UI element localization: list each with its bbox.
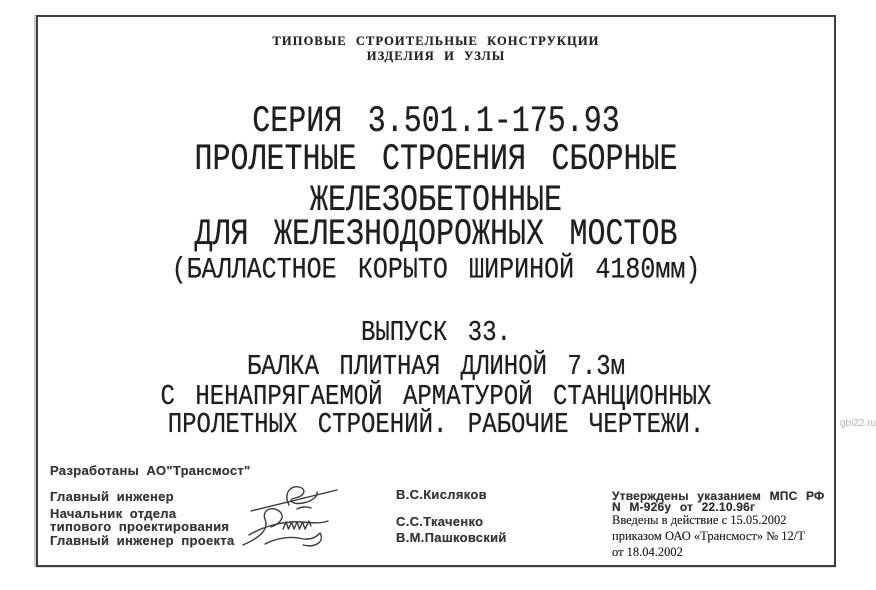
page-border-frame: [36, 15, 836, 567]
handwritten-signatures: [231, 465, 361, 550]
issue-line: С НЕНАПРЯГАЕМОЙ АРМАТУРОЙ СТАНЦИОННЫХ: [160, 381, 712, 414]
issue-line: ПРОЛЕТНЫХ СТРОЕНИЙ. РАБОЧИЕ ЧЕРТЕЖИ.: [167, 409, 705, 442]
role-label-chief-engineer: Главный инженер: [50, 489, 174, 504]
series-number: СЕРИЯ 3.501.1-175.93: [252, 100, 620, 144]
approval-line: Введены в действие с 15.05.2002: [612, 513, 787, 527]
title-line: ЖЕЛЕЗОБЕТОННЫЕ: [309, 179, 563, 223]
approval-line: приказом ОАО «Трансмост» № 12/Т: [612, 529, 805, 543]
approval-line: N М-926у от 22.10.96г: [612, 499, 756, 514]
title-subtitle: (БАЛЛАСТНОЕ КОРЫТО ШИРИНОЙ 4180мм): [171, 252, 701, 287]
role-label-department-head: Начальник отдела: [50, 506, 177, 521]
role-label-department-head-cont: типового проектирования: [50, 519, 230, 534]
signatory-name: В.С.Кисляков: [396, 487, 487, 502]
developed-by-note: Разработаны АО"Трансмост": [50, 463, 251, 478]
document-header: [38, 34, 834, 64]
watermark-site-label: gbi22.ru: [840, 418, 876, 429]
signatory-name: В.М.Пашковский: [396, 530, 507, 545]
title-line: ПРОЛЕТНЫЕ СТРОЕНИЯ СБОРНЫЕ: [194, 138, 678, 182]
role-label-chief-project-engineer: Главный инженер проекта: [50, 533, 235, 548]
header-line: ТИПОВЫЕ СТРОИТЕЛЬНЫЕ КОНСТРУКЦИИ: [272, 34, 600, 48]
issue-line: БАЛКА ПЛИТНАЯ ДЛИНОЙ 7.3м: [246, 351, 626, 384]
header-line: ИЗДЕЛИЯ И УЗЛЫ: [366, 49, 506, 63]
approval-line: Утверждены указанием МПС РФ: [612, 489, 825, 503]
issue-heading: ВЫПУСК 33.: [360, 317, 512, 350]
title-line: ДЛЯ ЖЕЛЕЗНОДОРОЖНЫХ МОСТОВ: [194, 213, 678, 257]
approval-typed-block: [612, 491, 824, 512]
approval-line: от 18.04.2002: [612, 545, 683, 559]
signatory-name: С.С.Ткаченко: [396, 514, 484, 529]
